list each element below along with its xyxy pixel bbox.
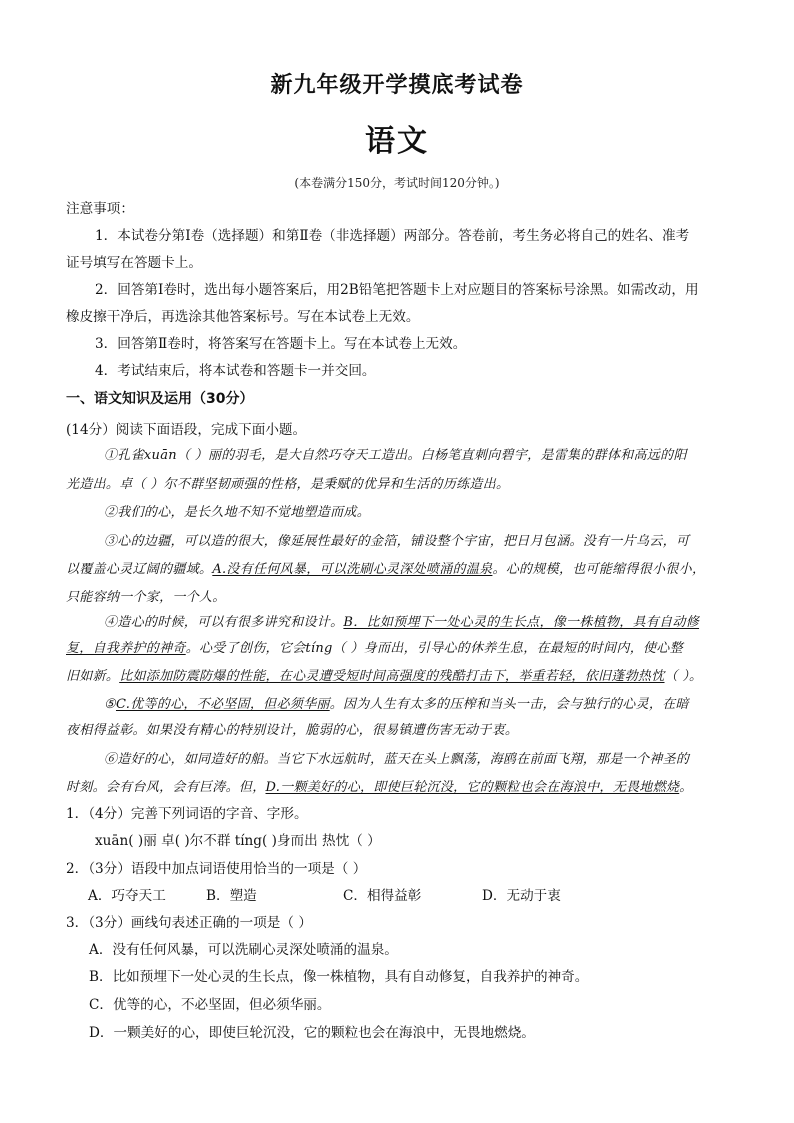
question-3: 3．（3分）画线句表述正确的一项是（ ）	[66, 915, 312, 931]
underlined-sentence-b: B．比如预埋下一处心灵的生长点，像一株植物，具有自动修	[343, 615, 700, 630]
passage-p3b	[66, 561, 705, 579]
instruction-3: 3．回答第Ⅱ卷时，将答案写在答题卡上。写在本试卷上无效。	[95, 336, 467, 352]
question-3-option-a: A．没有任何风暴，可以洗刷心灵深处喷涌的温泉。	[89, 942, 398, 958]
passage-p4a	[104, 614, 699, 632]
passage-p6a: ⑥造好的心，如同造好的船。当它下水远航时，蓝天在头上飘荡，海鸥在前面飞翔，那是一个神圣的	[104, 752, 690, 767]
underlined-sentence-b-cont: 复，自我养护的神奇	[66, 641, 186, 656]
exam-note: (本卷满分150分，考试时间120分钟。)	[294, 176, 500, 190]
passage-text: （ ）。	[664, 669, 703, 684]
question-3-option-c: C．优等的心，不必坚固，但必须华丽。	[89, 997, 331, 1013]
passage-p1b: 光造出。卓（ ）尔不群坚韧顽强的性格，是秉赋的优异和生活的历练造出。	[66, 477, 510, 492]
instruction-2b: 橡皮擦干净后，再选涂其他答案标号。写在本试卷上无效。	[66, 309, 420, 325]
section-heading: 一、语文知识及运用（30分）	[66, 391, 254, 407]
question-3-option-d: D．一颗美好的心，即使巨轮沉没，它的颗粒也会在海浪中，无畏地燃烧。	[89, 1025, 535, 1041]
passage-p3c: 只能容纳一个家，一个人。	[66, 590, 226, 605]
underlined-sentence-d: D.一颗美好的心，即使巨轮沉没，它的颗粒也会在海浪中，无畏地燃烧	[265, 780, 680, 795]
passage-p4b	[66, 640, 683, 658]
question-2-option-d: D．无动于衷	[482, 888, 561, 904]
instruction-4: 4．考试结束后，将本试卷和答题卡一并交回。	[95, 363, 376, 379]
passage-p5a	[104, 696, 689, 714]
subject-title: 语文	[365, 124, 429, 159]
underlined-phrase: 比如添加防震防爆的性能，在心灵遭受短时间高强度的残酷打击下，举重若轻，依旧蓬勃热忱	[119, 669, 665, 684]
passage-text: 。心的规模，也可能缩得很小很小，	[492, 562, 706, 577]
passage-p6b	[66, 779, 693, 797]
instruction-1b: 证号填写在答题卡上。	[66, 255, 202, 271]
passage-p4c	[66, 668, 702, 686]
passage-text: 。	[679, 780, 693, 795]
question-2-option-a: A．巧夺天工	[88, 888, 166, 904]
underlined-sentence-c: C.优等的心，不必坚固，但必须华丽	[115, 697, 330, 712]
passage-p1a: ①孔雀xuān（ ）丽的羽毛，是大自然巧夺天工造出。白杨笔直刺向碧宇，是雷集的群体和高远的阳	[104, 448, 687, 463]
question-2-option-c: C．相得益彰	[343, 888, 422, 904]
passage-text: 时刻。会有台风，会有巨涛。但，	[66, 780, 266, 795]
passage-text: ④造心的时候，可以有很多讲究和设计。	[104, 615, 344, 630]
underlined-sentence-a: A.没有任何风暴，可以洗刷心灵深处喷涌的温泉	[212, 562, 493, 577]
passage-p2: ②我们的心，是长久地不知不觉地塑造而成。	[104, 505, 371, 520]
question-1-fill: xuān( )丽 卓( )尔不群 tíng( )身而出 热忱（ ）	[95, 833, 381, 849]
passage-p5b: 夜相得益彰。如果没有精心的特别设计，脆弱的心，很易镇遭伤害无动于衷。	[66, 723, 519, 738]
question-2-option-b: B．塑造	[206, 888, 257, 904]
question-1: 1．（4分）完善下列词语的字音、字形。	[66, 806, 308, 822]
passage-text: 旧如新。	[66, 669, 120, 684]
instruction-1a: 1．本试卷分第Ⅰ卷（选择题）和第Ⅱ卷（非选择题）两部分。答卷前，考生务必将自己的姓名、准考	[95, 228, 690, 244]
question-2: 2．（3分）语段中加点词语使用恰当的一项是（ ）	[66, 861, 367, 877]
exam-title: 新九年级开学摸底考试卷	[270, 73, 524, 98]
section-intro: (14分）阅读下面语段，完成下面小题。	[66, 422, 307, 438]
passage-text: 。因为人生有太多的压榨和当头一击，会与独行的心灵，在暗	[329, 697, 689, 712]
passage-text: ⑤	[104, 697, 116, 712]
passage-text: 。心受了创伤，它会tíng（ ）身而出，引导心的休养生息，在最短的时间内，使心整	[185, 641, 683, 656]
instructions-heading: 注意事项：	[66, 201, 134, 217]
question-3-option-b: B．比如预埋下一处心灵的生长点，像一株植物，具有自动修复，自我养护的神奇。	[89, 969, 589, 985]
instruction-2a: 2．回答第Ⅰ卷时，选出每小题答案后，用2B铅笔把答题卡上对应题目的答案标号涂黑。如需改动，用	[95, 282, 699, 298]
passage-text: 以覆盖心灵辽阔的疆域。	[66, 562, 213, 577]
passage-p3a: ③心的边疆，可以造的很大，像延展性最好的金箔，铺设整个宇宙，把日月包涵。没有一片乌云，可	[104, 534, 690, 549]
